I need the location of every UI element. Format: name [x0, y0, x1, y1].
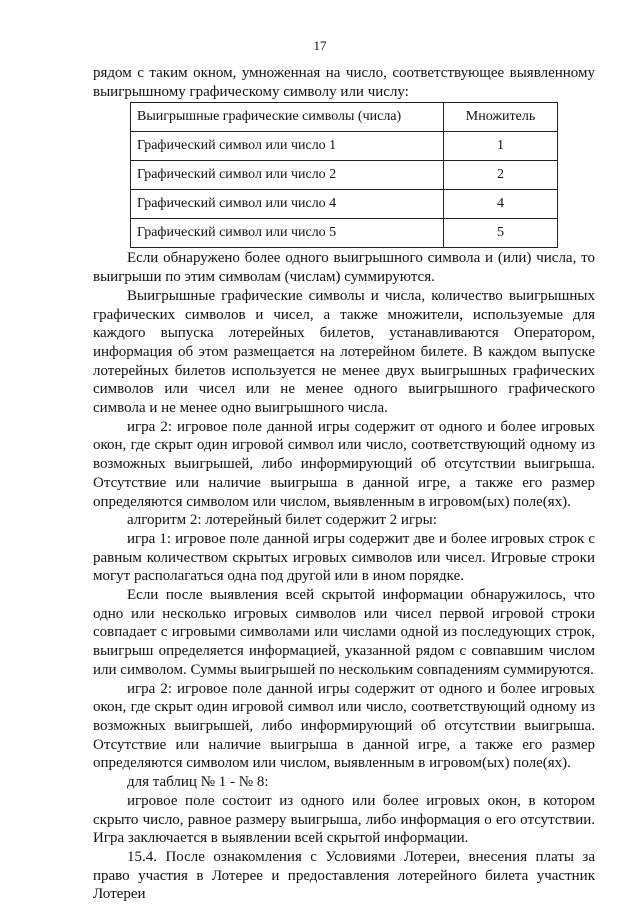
page-number: 17: [313, 38, 327, 53]
paragraph: игра 2: игровое поле данной игры содержит от одного и более игровых окон, где скрыт один игровой символ или число, соответствующий одному из возможных выигрышей, либо информирующий об отсутствии выигрыша. Отсутствие или наличие выигрыша в данной игре, а также его размер определяются символом или числом, выявленным в игровом(ых) поле(ях).: [93, 680, 595, 772]
header-symbols: Выигрышные графические символы (числа): [131, 103, 444, 132]
table-row: [131, 190, 558, 219]
cell-symbol: Графический символ или число 1: [131, 132, 444, 161]
header-multiplier: Множитель: [444, 103, 558, 132]
paragraph: Выигрышные графические символы и числа, количество выигрышных графических символов и чисел, а также множители, используемые для каждого выпуска лотерейных билетов, устанавливаются Оператором, информация об этом размещается на лотерейном билете. В каждом выпуске лотерейных билетов используется не менее двух выигрышных графических символов или чисел или не менее одного выигрышного графического символа и не менее одно выигрышного числа.: [93, 287, 595, 417]
cell-symbol: Графический символ или число 5: [131, 219, 444, 248]
paragraph: для таблиц № 1 - № 8:: [127, 774, 269, 791]
table-header-row: [131, 103, 558, 132]
paragraph: Если обнаружено более одного выигрышного символа и (или) числа, то выигрыши по этим символам (числам) суммируются.: [93, 250, 595, 286]
cell-multiplier: 1: [444, 132, 558, 161]
table-row: [131, 161, 558, 190]
cell-multiplier: 4: [444, 190, 558, 219]
paragraph: алгоритм 2: лотерейный билет содержит 2 игры:: [127, 512, 437, 529]
paragraph: игровое поле состоит из одного или более игровых окон, в котором скрыто число, равное размеру выигрыша, либо информация о его отсутствии. Игра заключается в выявлении всей скрытой информации.: [93, 792, 595, 847]
multiplier-table-wrapper: [93, 102, 595, 248]
table-row: [131, 132, 558, 161]
cell-symbol: Графический символ или число 4: [131, 190, 444, 219]
paragraph: Если после выявления всей скрытой информации обнаружилось, что одно или несколько игровых символов или чисел первой игровой строки совпадает с игровыми символами или числами одной из последующих строк, выигрыш определяется информацией, указанной рядом с совпавшим числом или символом. Суммы выигрышей по нескольким совпадениям суммируются.: [93, 587, 595, 678]
cell-multiplier: 2: [444, 161, 558, 190]
document-body: [93, 64, 595, 904]
cell-symbol: Графический символ или число 2: [131, 161, 444, 190]
paragraph-intro: рядом с таким окном, умноженная на число, соответствующее выявленному выигрышному графическому символу или числу:: [93, 65, 595, 100]
table-row: [131, 219, 558, 248]
paragraph: игра 2: игровое поле данной игры содержит от одного и более игровых окон, где скрыт один игровой символ или число, соответствующий одному из возможных выигрышей, либо информирующий об отсутствии выигрыша. Отсутствие или наличие выигрыша в данной игре, а также его размер определяются символом или числом, выявленным в игровом(ых) поле(ях).: [93, 418, 595, 510]
paragraph: 15.4. После ознакомления с Условиями Лотереи, внесения платы за право участия в Лотерее и предоставления лотерейного билета участник Лотереи: [93, 848, 595, 903]
cell-multiplier: 5: [444, 219, 558, 248]
multiplier-table: [130, 102, 558, 248]
paragraph: игра 1: игровое поле данной игры содержит две и более игровых строк с равным количеством скрытых игровых символов или чисел. Игровые строки могут располагаться одна под другой или в ином порядке.: [93, 530, 595, 585]
